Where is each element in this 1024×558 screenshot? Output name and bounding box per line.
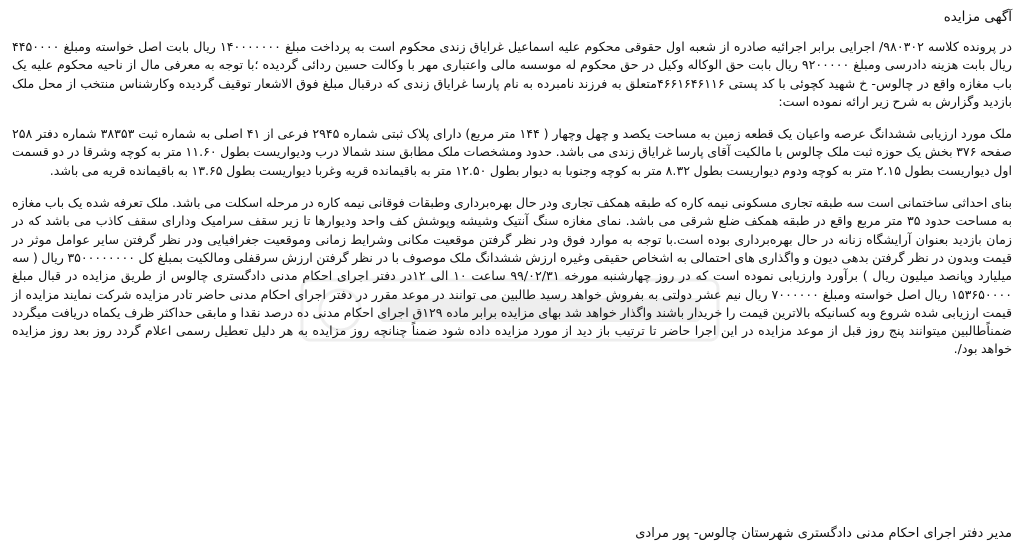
notice-paragraph-case: در پرونده کلاسه ۹۸۰۳۰۲/ اجرایی برابر اجرائیه صادره از شعبه اول حقوقی محکوم علیه اسماعیل غرایاق زندی محکوم است به پرداخت مبلغ ۱۴۰۰۰۰۰۰۰ ریال بابت اصل خواسته ومبلغ ۴۴۵۰۰۰۰ ریال بابت هزینه دادرسی ومبلغ ۹۲۰۰۰۰۰ ریال بابت حق الوکاله وکیل در حق محکوم له موسسه مالی واعتباری مهر با وکالت حسین ردائی گردیده ؛با توجه به معرفی مال از ناحیه محکوم علیه یک باب مغازه واقع در چالوس- خ شهید کچوئی با کد پستی ۴۶۶۱۶۴۶۱۱۶متعلق به فرزند نامبرده به نام پارسا غرایاق زندی که درقبال مبلغ فوق الاشعار توقیف گردیده وکارشناس منتخب از محل ملک بازدید وگزارش به شرح زیر ارائه نموده است: (12, 39, 1013, 109)
notice-signature: مدیر دفتر اجرای احکام مدنی دادگستری شهرستان چالوس- پور مرادی (635, 526, 1012, 541)
notice-title: آگهی مزایده (943, 9, 1012, 25)
notice-paragraph-property: ملک مورد ارزیابی ششدانگ عرصه واعیان یک قطعه زمین به مساحت یکصد و چهل وچهار ( ۱۴۴ متر مربع) دارای پلاک ثبتی شماره ۲۹۴۵ فرعی از ۴۱ اصلی به شماره ثبت ۳۸۳۵۳ شماره دفتر ۲۵۸ صفحه ۳۷۶ بخش یک حوزه ثبت ملک چالوس با مالکیت آقای پارسا غرایاق زندی می باشد. حدود ومشخصات ملک مطابق سند شمالا درب ودیواریست بطول ۱۱.۶۰ متر به کوچه وشرقا در دو قسمت اول دیواریست بطول ۲.۱۵ متر به کوچه ودوم دیواریست بطول ۸.۳۲ متر به کوچه وجنوبا به دیوار بطول ۱۲.۵۰ متر به باقیمانده قریه وغربا دیواریست بطول ۱۳.۶۵ به باقیمانده قریه می باشد. (12, 126, 1013, 178)
notice-paragraph-building-auction: بنای احداثی ساختمانی است سه طبقه تجاری مسکونی نیمه کاره که طبقه همکف تجاری ودر حال بهره‌برداری وطبقات فوقانی نیمه کاره در مرحله اسکلت می باشد. ملک تعرفه شده یک باب مغازه به مساحت حدود ۳۵ متر مربع واقع در طبقه همکف ضلع شرقی می باشد. نمای مغازه سنگ آنتیک وشیشه وپوشش کف واحد ودیوارها تا زیر سقف سرامیک ودارای سقف کاذب می باشد که در زمان بازدید بعنوان آرایشگاه زنانه در حال بهره‌برداری بوده است.با توجه به موارد فوق ودر نظر گرفتن موقعیت مکانی وشرایط زمانی وموقعیت جغرافیایی ودر نظر گرفتن سایر عوامل موثر در قیمت وبدون در نظر گرفتن بدهی دیون و واگذاری های احتمالی به اشخاص حقیقی وغیره ارزش ششدانگ ملک موصوف با در نظر گرفتن ارزش سرقفلی ومالکیت بمبلغ کل ۳۵۰۰۰۰۰۰۰۰ ریال ( سه میلیارد وپانصد میلیون ریال ) برآورد وارزیابی نموده است که در روز چهارشنبه مورخه ۹۹/۰۲/۳۱ ساعت ۱۰ الی ۱۲در دفتر اجرای احکام مدنی دادگستری چالوس از طریق مزایده در قبال مبلغ ۱۵۳۶۵۰۰۰۰ ریال اصل خواسته ومبلغ ۷۰۰۰۰۰۰ ریال نیم عشر دولتی به بفروش خواهد رسید طالبین می توانند در موعد مقرر در دفتر اجرای احکام مدنی حاضر تادر مزایده شرکت نمایند مزایده از قیمت ارزیابی شده شروع وبه کسانیکه بالاترین قیمت را خریدار باشند واگذار خواهد شد بهای مزایده برابر ماده ۱۲۹ق اجرای احکام مدنی ده درصد نقدا و مابقی حداکثر ظرف یکماه دریافت میگردد ضمناًطالبین میتوانند پنج روز قبل از موعد مزایده در این اجرا حاضر تا ترتیب باز دید از مورد مزایده داده شود ضمناً چنانچه روز مزایده به هر دلیل تعطیل رسمی اعلام گردد روز بعد روز مزایده خواهد بود/. (12, 195, 1012, 357)
